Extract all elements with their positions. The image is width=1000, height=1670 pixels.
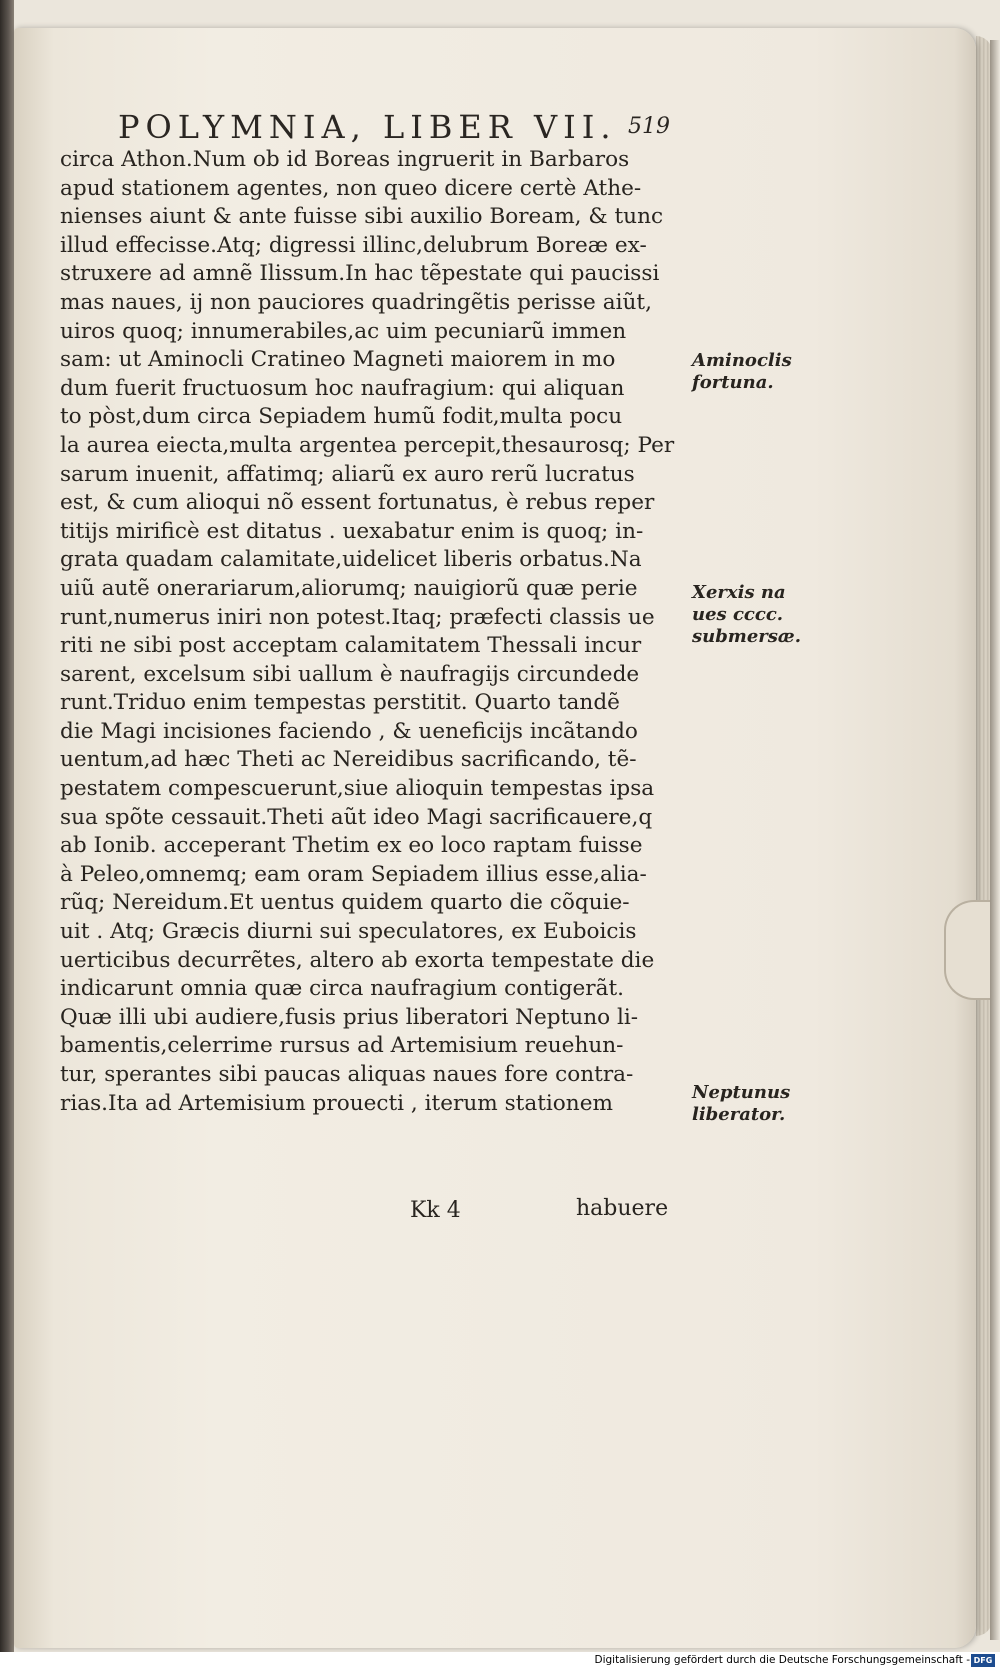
marginal-line: fortuna. [692,372,774,393]
text-line: runt.Triduo enim tempestas perstitit. Quarto tandẽ [60,690,620,716]
marginal-line: ues cccc. [692,604,784,625]
marginal-line: Neptunus [692,1082,791,1103]
text-line: uentum,ad hæc Theti ac Nereidibus sacrificando, tẽ- [60,747,637,773]
text-line: bamentis,celerrime rursus ad Artemisium reuehun- [60,1033,624,1059]
signature-mark: Kk 4 [410,1198,461,1223]
text-line: rias.Ita ad Artemisium prouecti , iterum stationem [60,1090,613,1116]
text-line: à Peleo,omnemq; eam oram Sepiadem illius esse,alia- [60,861,647,887]
catchword: habuere [576,1196,669,1221]
text-line: riti ne sibi post acceptam calamitatem Thessali incur [60,633,642,659]
book-gutter [0,0,14,1652]
dfg-logo: DFG [971,1654,995,1667]
text-line: ab Ionib. acceperant Thetim ex eo loco raptam fuisse [60,833,643,859]
text-line: indicarunt omnia quæ circa naufragium contigerãt. [60,976,625,1002]
text-line: uerticibus decurrẽtes, altero ab exorta tempestate die [60,947,655,973]
text-line: circa Athon.Num ob id Boreas ingruerit in Barbaros [60,147,630,172]
marginal-note-xerxes [692,582,802,648]
page-edges-shadow [990,40,1000,1640]
body-text [60,146,680,1118]
page-number: 519 [628,114,670,139]
marginal-line: liberator. [692,1104,786,1125]
text-line: mas naues, ij non pauciores quadringẽtis perisse aiũt, [60,289,652,315]
text-line: struxere ad amnẽ Ilissum.In hac tẽpestate qui paucissi [60,261,660,287]
text-line: runt,numerus iniri non potest.Itaq; præfecti classis ue [60,604,655,630]
text-line: nienses aiunt & ante fuisse sibi auxilio Boream, & tunc [60,204,664,230]
marginal-note-aminocles [692,350,802,394]
text-line: grata quadam calamitate,uidelicet liberis orbatus.Na [60,547,642,573]
marginal-note-neptunus [692,1082,802,1126]
text-line: titijs mirificè est ditatus . uexabatur enim is quoq; in- [60,518,644,544]
marginal-line: Aminoclis [692,350,792,371]
text-line: uit . Atq; Græcis diurni sui speculatores, ex Euboicis [60,919,637,945]
marginal-line: Xerxis na [692,582,786,603]
digitization-credit: Digitalisierung gefördert durch die Deutsche Forschungsgemeinschaft - [594,1654,970,1666]
text-line: dum fuerit fructuosum hoc naufragium: qui aliquan [60,375,625,401]
text-line: pestatem compescuerunt,siue alioquin tempestas ipsa [60,776,655,802]
text-line: est, & cum alioqui nõ essent fortunatus, è rebus reper [60,490,655,516]
text-line: uiũ autẽ onerariarum,aliorumq; nauigiorũ quæ perie [60,575,638,601]
text-line: sarent, excelsum sibi uallum è naufragijs circundede [60,661,640,687]
text-line: illud effecisse.Atq; digressi illinc,delubrum Boreæ ex- [60,232,647,258]
text-line: Quæ illi ubi audiere,fusis prius liberatori Neptuno li- [60,1004,639,1030]
text-line: uiros quoq; innumerabiles,ac uim pecuniarũ immen [60,318,627,344]
text-line: tur, sperantes sibi paucas aliquas naues fore contra- [60,1062,634,1087]
text-line: rũq; Nereidum.Et uentus quidem quarto die cõquie- [60,890,630,916]
text-line: die Magi incisiones faciendo , & ueneficijs incãtando [60,718,638,744]
text-line: la aurea eiecta,multa argentea percepit,thesaurosq; Per [60,432,675,458]
text-line: sarum inuenit, affatimq; aliarũ ex auro rerũ lucratus [60,461,635,487]
thumb-tab [944,900,990,1000]
text-line: sam: ut Aminocli Cratineo Magneti maiorem in mo [60,347,616,373]
text-line: to pòst,dum circa Sepiadem humũ fodit,multa pocu [60,404,623,430]
marginal-line: submersæ. [692,626,801,647]
running-head: POLYMNIA, LIBER VII. [118,108,617,146]
text-line: apud stationem agentes, non queo dicere certè Athe- [60,175,642,201]
text-line: sua spõte cessauit.Theti aũt ideo Magi sacrificauere,q [60,804,653,830]
